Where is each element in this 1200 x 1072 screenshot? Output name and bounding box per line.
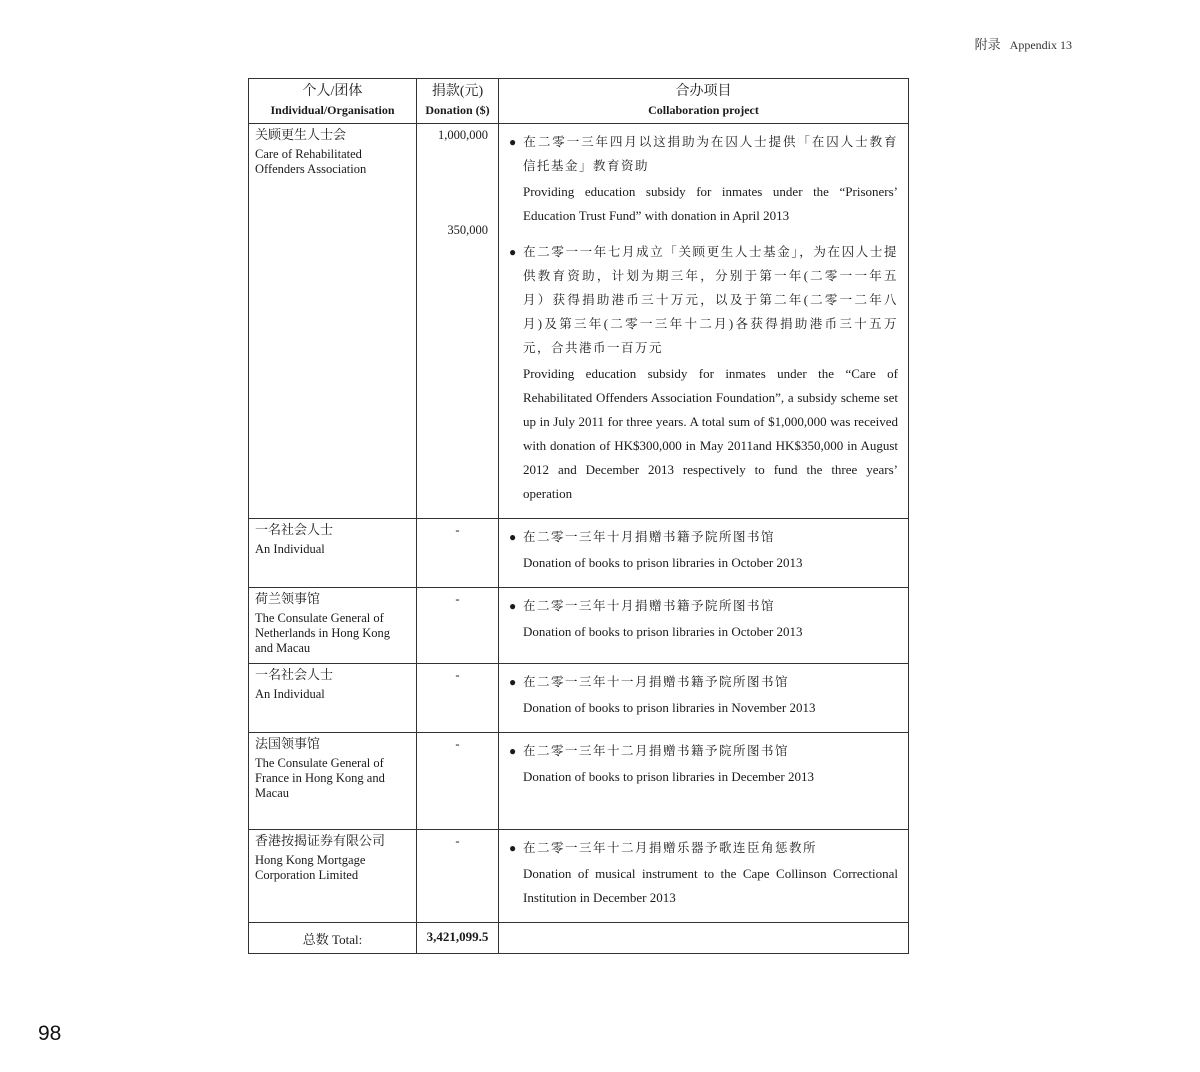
table-row	[249, 733, 909, 830]
org-name-zh: 香港按揭证券有限公司	[255, 833, 386, 848]
table-row	[249, 519, 909, 588]
org-name-zh: 关顾更生人士会	[255, 127, 347, 142]
org-name-zh: 法国领事馆	[255, 736, 321, 751]
org-cell	[249, 124, 417, 519]
table-row	[249, 588, 909, 664]
project-cell	[499, 519, 909, 588]
org-cell	[249, 519, 417, 588]
project-desc-zh-text: 在二零一三年十月捐赠书籍予院所图书馆	[523, 599, 776, 613]
project-desc-zh-text: 在二零一三年四月以这捐助为在囚人士提供「在囚人士教育信托基金」教育资助	[523, 135, 898, 173]
donations-table	[248, 78, 909, 954]
amount-cell	[417, 830, 499, 923]
project-desc-en: Donation of books to prison libraries in December 2013	[523, 769, 814, 784]
org-name-en: Care of Rehabilitated Offenders Association	[255, 147, 367, 176]
amount-cell	[417, 588, 499, 664]
header-org-en: Individual/Organisation	[270, 103, 395, 117]
project-item	[509, 670, 898, 720]
header-en: Appendix 13	[1009, 38, 1072, 52]
project-item	[509, 836, 898, 910]
project-cell	[499, 588, 909, 664]
org-cell	[249, 733, 417, 830]
project-desc-zh-text: 在二零一一年七月成立「关顾更生人士基金」，为在囚人士提供教育资助，计划为期三年，分别于第一年(二零一一年五月）获得捐助港币三十万元，以及于第二年(二零一二年八月)及第三年(二零一三年十二月)各获得捐助港币三十五万元，合共港币一百万元	[523, 245, 898, 355]
donation-amount: -	[455, 523, 460, 537]
table-row	[249, 830, 909, 923]
project-desc-en: Donation of musical instrument to the Cape Collinson Correctional Institution in December 2013	[523, 866, 898, 905]
donation-amount: -	[455, 668, 460, 682]
amount-cell	[417, 519, 499, 588]
project-desc-zh	[509, 594, 898, 618]
amount-cell	[417, 664, 499, 733]
header-amount-en: Donation ($)	[425, 103, 490, 117]
project-desc-en: Donation of books to prison libraries in November 2013	[523, 700, 816, 715]
total-value: 3,421,099.5	[417, 923, 499, 954]
header-zh: 附录	[974, 37, 1001, 52]
header-org-zh: 个人/团体	[302, 84, 363, 99]
org-name-zh: 一名社会人士	[255, 667, 334, 682]
org-name-en: The Consulate General of France in Hong Kong and Macau	[255, 756, 385, 800]
donation-amount: -	[455, 834, 460, 848]
org-name-en: The Consulate General of Netherlands in Hong Kong and Macau	[255, 611, 391, 655]
project-cell	[499, 733, 909, 830]
bullet-icon: ●	[509, 744, 518, 758]
project-desc-en: Donation of books to prison libraries in October 2013	[523, 624, 803, 639]
project-desc-zh	[509, 130, 898, 178]
table-header-row	[249, 79, 909, 124]
org-cell	[249, 830, 417, 923]
total-empty-cell	[499, 923, 909, 954]
table-row	[249, 124, 909, 519]
header-project	[499, 79, 909, 124]
project-desc-zh-text: 在二零一三年十月捐赠书籍予院所图书馆	[523, 530, 776, 544]
org-cell	[249, 664, 417, 733]
header-amount-zh: 捐款(元)	[431, 84, 484, 99]
org-name-en: Hong Kong Mortgage Corporation Limited	[255, 853, 366, 882]
project-desc-en: Providing education subsidy for inmates under the “Prisoners’ Education Trust Fund” with donation in April 2013	[523, 184, 898, 223]
bullet-icon: ●	[509, 841, 518, 855]
amount-cell	[417, 733, 499, 830]
org-cell	[249, 588, 417, 664]
donation-amount: 1,000,000	[438, 128, 488, 142]
project-item	[509, 240, 898, 506]
org-name-en: An Individual	[255, 687, 325, 701]
project-desc-zh-text: 在二零一三年十二月捐赠书籍予院所图书馆	[523, 744, 790, 758]
table-row	[249, 664, 909, 733]
bullet-icon: ●	[509, 675, 518, 689]
total-row	[249, 923, 909, 954]
project-desc-en: Providing education subsidy for inmates under the “Care of Rehabilitated Offenders Association Foundation”, a subsidy scheme set up in July 2011 for three years. A total sum of $1,000,000 was received with donation of HK$300,000 in May 2011and HK$350,000 in August 2012 and December 2013 respectively to fund the three years’ operation	[523, 366, 898, 501]
header-org	[249, 79, 417, 124]
donation-amount: -	[455, 737, 460, 751]
org-name-zh: 一名社会人士	[255, 522, 334, 537]
bullet-icon: ●	[509, 245, 518, 259]
total-label: 总数 Total:	[249, 923, 417, 954]
project-desc-zh	[509, 739, 898, 763]
project-cell	[499, 664, 909, 733]
project-desc-zh	[509, 836, 898, 860]
org-name-zh: 荷兰领事馆	[255, 591, 321, 606]
project-desc-zh	[509, 240, 898, 360]
project-cell	[499, 830, 909, 923]
header-project-en: Collaboration project	[648, 103, 759, 117]
project-item	[509, 594, 898, 644]
bullet-icon: ●	[509, 599, 518, 613]
project-item	[509, 130, 898, 228]
donation-amount: -	[455, 592, 460, 606]
amount-cell	[417, 124, 499, 519]
project-item	[509, 739, 898, 789]
header-project-zh: 合办项目	[675, 84, 732, 99]
bullet-icon: ●	[509, 135, 518, 149]
project-desc-zh-text: 在二零一三年十一月捐赠书籍予院所图书馆	[523, 675, 790, 689]
donation-amount: 350,000	[447, 223, 488, 237]
running-header	[975, 34, 1072, 53]
header-amount	[417, 79, 499, 124]
project-item	[509, 525, 898, 575]
project-desc-zh	[509, 670, 898, 694]
project-desc-zh	[509, 525, 898, 549]
page-number: 98	[38, 1022, 62, 1045]
project-desc-en: Donation of books to prison libraries in October 2013	[523, 555, 803, 570]
project-desc-zh-text: 在二零一三年十二月捐赠乐器予歌连臣角惩教所	[523, 841, 818, 855]
org-name-en: An Individual	[255, 542, 325, 556]
bullet-icon: ●	[509, 530, 518, 544]
project-cell	[499, 124, 909, 519]
